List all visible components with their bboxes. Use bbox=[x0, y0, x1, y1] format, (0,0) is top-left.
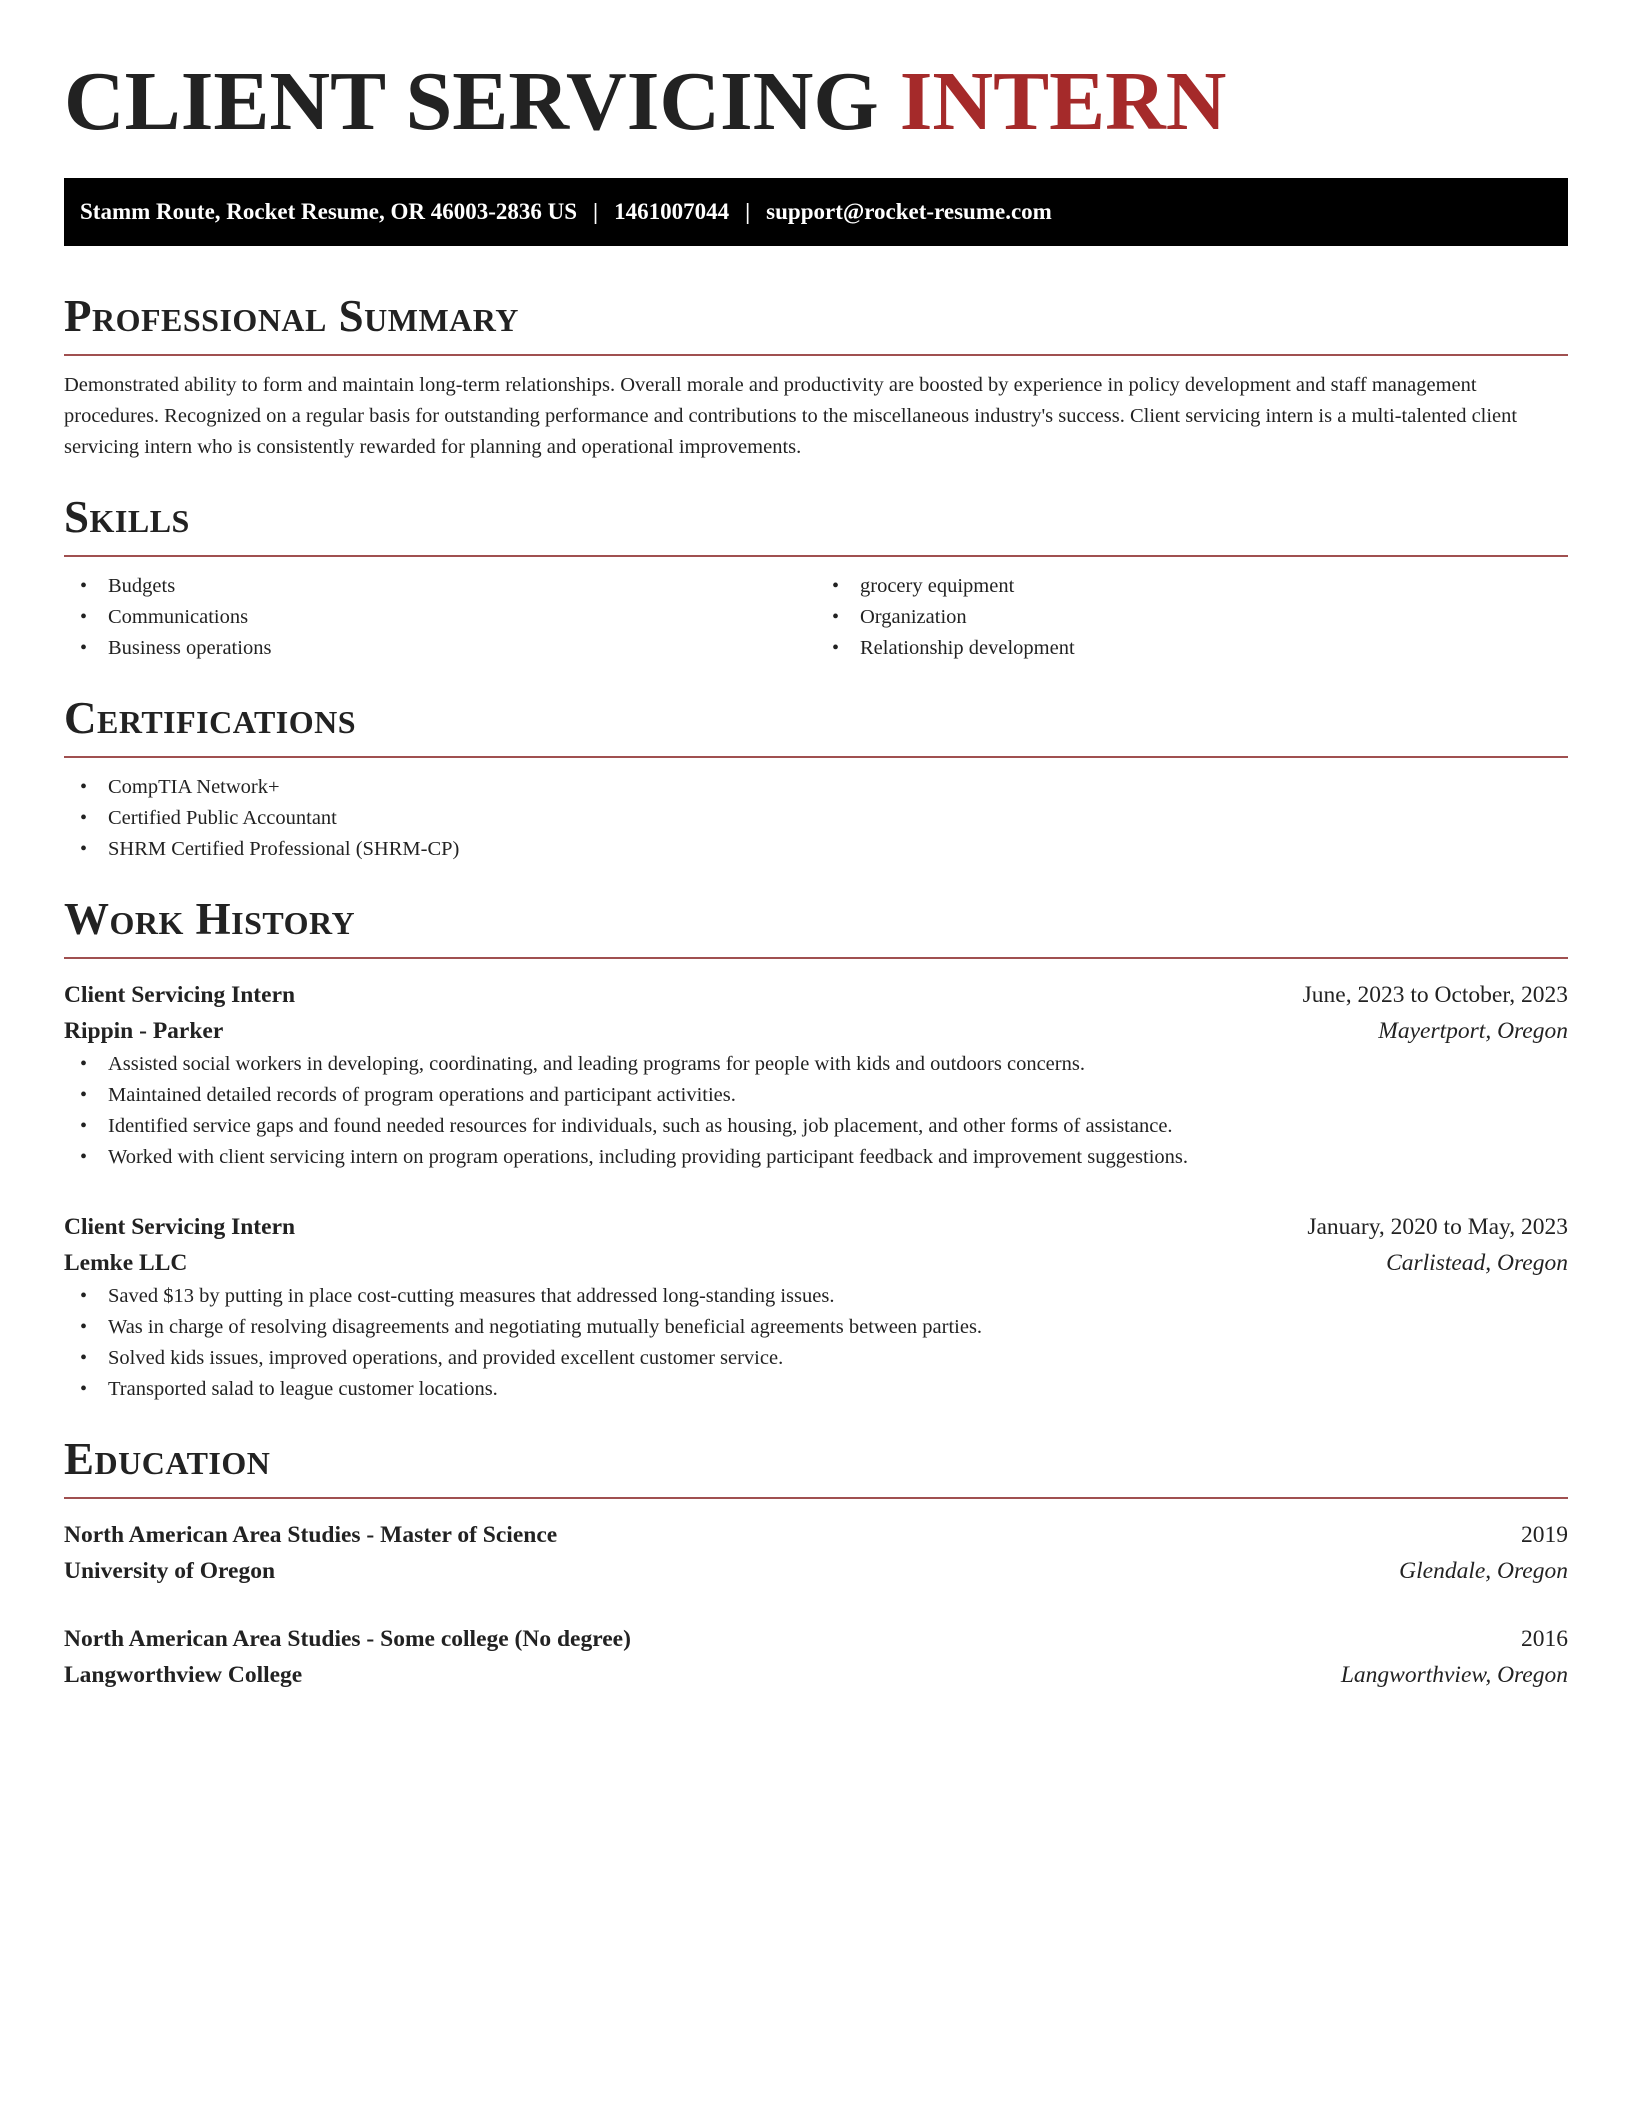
job-dates: January, 2020 to May, 2023 bbox=[1307, 1214, 1568, 1240]
job-location: Mayertport, Oregon bbox=[1378, 1018, 1568, 1044]
education-school-row bbox=[64, 1657, 1568, 1693]
education-degree: North American Area Studies - Master of Science bbox=[64, 1522, 558, 1548]
education-school-row bbox=[64, 1553, 1568, 1589]
contact-phone[interactable]: 1461007044 bbox=[614, 199, 730, 224]
job-bullet: • Was in charge of resolving disagreements and negotiating mutually beneficial agreements between parties. bbox=[64, 1312, 1568, 1343]
education-location: Glendale, Oregon bbox=[1399, 1558, 1568, 1584]
skills-heading: Skills bbox=[64, 492, 190, 542]
education-section bbox=[64, 1433, 1568, 1693]
education-year: 2019 bbox=[1521, 1522, 1568, 1548]
section-divider bbox=[64, 354, 1568, 356]
summary-text: Demonstrated ability to form and maintain long-term relationships. Overall morale and productivity are boosted by experience in policy development and staff management procedures. Recognized on a regular basis for outstanding performance and contributions to the miscellaneous industry's success. Client servicing intern is a multi-talented client servicing intern who is consistently rewarded for planning and operational improvements. bbox=[64, 374, 1518, 458]
education-year: 2016 bbox=[1521, 1626, 1568, 1652]
skill-item: • Budgets bbox=[64, 571, 816, 602]
job-dates: June, 2023 to October, 2023 bbox=[1302, 982, 1568, 1008]
certifications-list bbox=[64, 772, 1568, 865]
certifications-heading: Certifications bbox=[64, 693, 357, 743]
job-bullet: • Worked with client servicing intern on program operations, including providing participant feedback and improvement suggestions. bbox=[64, 1142, 1568, 1173]
skill-item: • Organization bbox=[816, 602, 1568, 633]
job-location: Carlistead, Oregon bbox=[1386, 1250, 1568, 1276]
job-title: Client Servicing Intern bbox=[64, 982, 296, 1008]
job-bullet-list bbox=[64, 1281, 1568, 1405]
section-divider bbox=[64, 957, 1568, 959]
job-entry bbox=[64, 1209, 1568, 1405]
job-bullet: • Maintained detailed records of program operations and participant activities. bbox=[64, 1080, 1568, 1111]
contact-separator: | bbox=[745, 199, 751, 224]
job-header-row bbox=[64, 1209, 1568, 1245]
contact-email[interactable]: support@rocket-resume.com bbox=[766, 199, 1052, 224]
job-company-row bbox=[64, 1245, 1568, 1281]
contact-separator: | bbox=[593, 199, 599, 224]
job-bullet-list bbox=[64, 1049, 1568, 1173]
job-company: Lemke LLC bbox=[64, 1250, 188, 1276]
education-entry bbox=[64, 1621, 1568, 1693]
job-company-row bbox=[64, 1013, 1568, 1049]
certification-item: • Certified Public Accountant bbox=[64, 803, 1568, 834]
work-history-section bbox=[64, 893, 1568, 1405]
education-header-row bbox=[64, 1517, 1568, 1553]
section-divider bbox=[64, 1497, 1568, 1499]
skills-section bbox=[64, 491, 1568, 664]
job-bullet: • Transported salad to league customer locations. bbox=[64, 1374, 1568, 1405]
skills-column-right bbox=[816, 571, 1568, 664]
skill-item: • Relationship development bbox=[816, 633, 1568, 664]
job-entry bbox=[64, 977, 1568, 1173]
section-divider bbox=[64, 555, 1568, 557]
education-header-row bbox=[64, 1621, 1568, 1657]
certifications-section bbox=[64, 692, 1568, 865]
certification-item: • CompTIA Network+ bbox=[64, 772, 1568, 803]
job-bullet: • Identified service gaps and found needed resources for individuals, such as housing, job placement, and other forms of assistance. bbox=[64, 1111, 1568, 1142]
contact-bar bbox=[64, 178, 1568, 246]
job-company: Rippin - Parker bbox=[64, 1018, 224, 1044]
job-bullet: • Saved $13 by putting in place cost-cutting measures that addressed long-standing issues. bbox=[64, 1281, 1568, 1312]
skills-grid bbox=[64, 571, 1568, 664]
skill-item: • Business operations bbox=[64, 633, 816, 664]
education-school: University of Oregon bbox=[64, 1558, 276, 1584]
title-main: CLIENT SERVICING bbox=[64, 55, 879, 148]
job-bullet: • Solved kids issues, improved operations, and provided excellent customer service. bbox=[64, 1343, 1568, 1374]
job-header-row bbox=[64, 977, 1568, 1013]
work-history-heading: Work History bbox=[64, 894, 356, 944]
skills-column-left bbox=[64, 571, 816, 664]
resume-title bbox=[64, 0, 1568, 150]
education-heading: Education bbox=[64, 1434, 271, 1484]
skill-item: • grocery equipment bbox=[816, 571, 1568, 602]
summary-heading: Professional Summary bbox=[64, 291, 519, 341]
certification-item: • SHRM Certified Professional (SHRM-CP) bbox=[64, 834, 1568, 865]
skill-item: • Communications bbox=[64, 602, 816, 633]
section-divider bbox=[64, 756, 1568, 758]
job-bullet: • Assisted social workers in developing, coordinating, and leading programs for people with kids and outdoors concerns. bbox=[64, 1049, 1568, 1080]
education-degree: North American Area Studies - Some college (No degree) bbox=[64, 1626, 631, 1652]
education-entry bbox=[64, 1517, 1568, 1589]
education-location: Langworthview, Oregon bbox=[1340, 1662, 1568, 1688]
job-title: Client Servicing Intern bbox=[64, 1214, 296, 1240]
education-school: Langworthview College bbox=[64, 1662, 303, 1688]
summary-section bbox=[64, 290, 1568, 463]
contact-address: Stamm Route, Rocket Resume, OR 46003-2836 US bbox=[80, 199, 578, 224]
title-accent: INTERN bbox=[899, 55, 1227, 148]
